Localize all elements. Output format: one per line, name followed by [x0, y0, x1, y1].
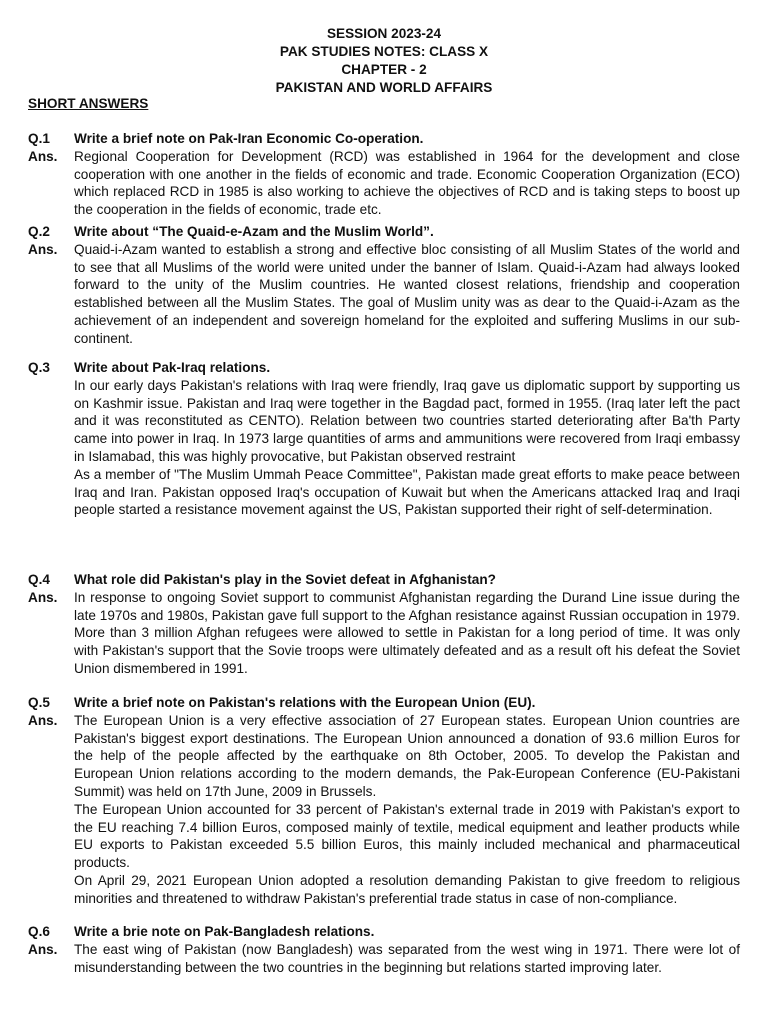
subject-line: PAK STUDIES NOTES: CLASS X — [279, 44, 489, 59]
section-title: SHORT ANSWERS — [28, 96, 149, 111]
question-label: Q.5 — [28, 695, 50, 710]
answer-paragraph: The east wing of Pakistan (now Bangladesh) was separated from the west wing in 1971. There were lot of misunderstanding between the two countries in the beginning but relations started improving later. — [74, 941, 740, 975]
question-text: Write a brief note on Pak-Iran Economic Co-operation. — [74, 131, 424, 146]
question-block-3 — [28, 359, 740, 519]
question-text: Write a brie note on Pak-Bangladesh relations. — [74, 924, 375, 939]
answer-paragraph: As a member of "The Muslim Ummah Peace Committee", Pakistan made great efforts to make peace between Iraq and Iran. Pakistan opposed Iraq's occupation of Kuwait but when the Americans attacked Iraq and Iraqi people started a resistance movement against the US, Pakistan supported their right of self-determination. — [74, 466, 740, 518]
session-line: SESSION 2023-24 — [326, 26, 442, 41]
question-text: What role did Pakistan's play in the Soviet defeat in Afghanistan? — [74, 572, 496, 587]
document-header — [0, 25, 768, 97]
answer-label: Ans. — [28, 148, 58, 164]
answer-paragraph: The European Union accounted for 33 percent of Pakistan's external trade in 2019 with Pakistan's export to the EU reaching 7.4 billion Euros, composed mainly of textile, medical equipment and leather products while EU exports to Pakistan exceeded 5.5 billion Euros, this mainly included mechanical and pharmaceutical products. — [74, 801, 740, 871]
question-text: Write a brief note on Pakistan's relations with the European Union (EU). — [74, 695, 536, 710]
question-text: Write about “The Quaid-e-Azam and the Muslim World”. — [74, 224, 434, 239]
chapter-title: PAKISTAN AND WORLD AFFAIRS — [275, 80, 493, 95]
answer-paragraph: The European Union is a very effective association of 27 European states. European Union countries are Pakistan's biggest export destinations. The European Union announced a donation of 93.6 million Euros for the help of the people affected by the earthquake on 8th October, 2005. To develop the Pakistan and European Union relations according to the modern demands, the Pak-European Conference (EU-Pakistani Summit) was held on 17th June, 2009 in Brussels. — [74, 712, 740, 799]
question-block-5 — [28, 694, 740, 908]
answer-paragraph: In our early days Pakistan's relations with Iraq were friendly, Iraq gave us diplomatic support by supporting us on Kashmir issue. Pakistan and Iraq were together in the Bagdad pact, formed in 1955. (Iraq later left the pact and it was reconstituted as CENTO). Relation between two countries started deteriorating after Ba'th Party came into power in Iraq. In 1973 large quantities of arms and ammunitions were recovered from Iraqi embassy in Islamabad, this was highly provocative, but Pakistan observed restraint — [74, 377, 740, 464]
question-label: Q.3 — [28, 360, 50, 375]
chapter-line: CHAPTER - 2 — [341, 62, 427, 77]
question-label: Q.1 — [28, 131, 50, 146]
answer-label: Ans. — [28, 941, 58, 957]
question-block-6 — [28, 923, 740, 976]
question-label: Q.6 — [28, 924, 50, 939]
answer-label: Ans. — [28, 712, 58, 728]
answer-label — [28, 377, 74, 519]
question-block-1 — [28, 130, 740, 219]
question-block-2 — [28, 223, 740, 348]
answer-paragraph: In response to ongoing Soviet support to communist Afghanistan regarding the Durand Line issue during the late 1970s and 1980s, Pakistan gave full support to the Afghan resistance against Russian occupation in 1979. More than 3 million Afghan refugees were allowed to settle in Pakistan for a long period of time. It was only with Pakistan's support that the Sovie troops were ultimately defeated and as a result oft his defeat the Soviet Union dismembered in 1991. — [74, 589, 740, 676]
answer-label: Ans. — [28, 241, 58, 257]
answer-paragraph: Quaid-i-Azam wanted to establish a strong and effective bloc consisting of all Muslim States of the world and to see that all Muslims of the world were united under the banner of Islam. Quaid-i-Azam had always looked forward to the unity of the Muslim countries. He wanted closest relations, friendship and cooperation established between all the Muslim States. The goal of Muslim unity was as dear to the Quaid-i-Azam as the achievement of an independent and sovereign homeland for the exploited and suffering Muslims in our sub-continent. — [74, 241, 740, 346]
question-label: Q.2 — [28, 224, 50, 239]
answer-paragraph: On April 29, 2021 European Union adopted a resolution demanding Pakistan to give freedom to religious minorities and threatened to withdraw Pakistan's preferential trade status in case of non-compliance. — [74, 872, 740, 906]
question-label: Q.4 — [28, 572, 50, 587]
answer-paragraph: Regional Cooperation for Development (RCD) was established in 1964 for the development and close cooperation with one another in the fields of economic and trade. Economic Cooperation Organization (ECO) which replaced RCD in 1985 is also working to achieve the objectives of RCD and is taking steps to boost up the cooperation in the fields of economic, trade etc. — [74, 148, 740, 218]
question-block-4 — [28, 571, 740, 678]
question-text: Write about Pak-Iraq relations. — [74, 360, 271, 375]
answer-label: Ans. — [28, 589, 58, 605]
